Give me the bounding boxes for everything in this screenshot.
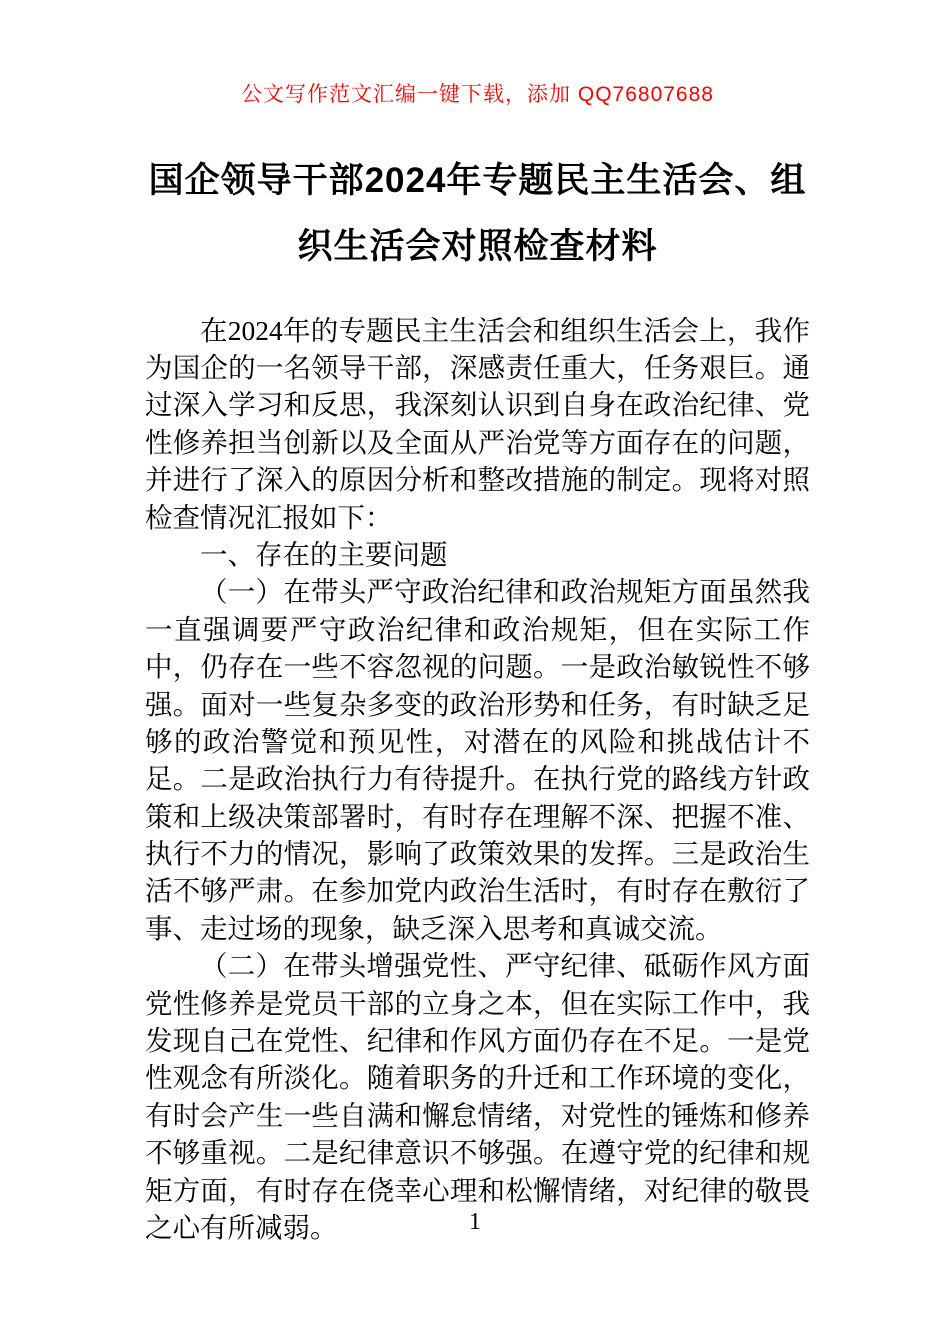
paragraph-item-two: （二）在带头增强党性、严守纪律、砥砺作风方面党性修养是党员干部的立身之本，但在实际工作中，我发现自己在党性、纪律和作风方面仍存在不足。一是党性观念有所淡化。随着职务的升迁和工作环境的变化，有时会产生一些自满和懈怠情绪，对党性的锤炼和修养不够重视。二是纪律意识不够强。在遵守党的纪律和规矩方面，有时存在侥幸心理和松懈情绪，对纪律的敬畏之心有所减弱。 [145,950,810,1243]
paragraph-section-heading: 一、存在的主要问题 [200,538,448,570]
document-body [145,312,810,1247]
paragraph-item-one: （一）在带头严守政治纪律和政治规矩方面虽然我一直强调要严守政治纪律和政治规矩，但在实际工作中，仍存在一些不容忽视的问题。一是政治敏锐性不够强。面对一些复杂多变的政治形势和任务，有时缺乏足够的政治警觉和预见性，对潜在的风险和挑战估计不足。二是政治执行力有待提升。在执行党的路线方针政策和上级决策部署时，有时存在理解不深、把握不准、执行不力的情况，影响了政策效果的发挥。三是政治生活不够严肃。在参加党内政治生活时，有时存在敷衍了事、走过场的现象，缺乏深入思考和真诚交流。 [145,576,810,944]
header-ad-notice: 公文写作范文汇编一键下载，添加 QQ76807688 [241,83,714,106]
paragraph-intro: 在2024年的专题民主生活会和组织生活会上，我作为国企的一名领导干部，深感责任重大，任务艰巨。通过深入学习和反思，我深刻认识到自身在政治纪律、党性修养担当创新以及全面从严治党等方面存在的问题，并进行了深入的原因分析和整改措施的制定。现将对照检查情况汇报如下： [145,314,810,533]
page-number: 1 [469,1209,481,1235]
page-title: 国企领导干部2024年专题民主生活会、组织生活会对照检查材料 [148,161,807,266]
